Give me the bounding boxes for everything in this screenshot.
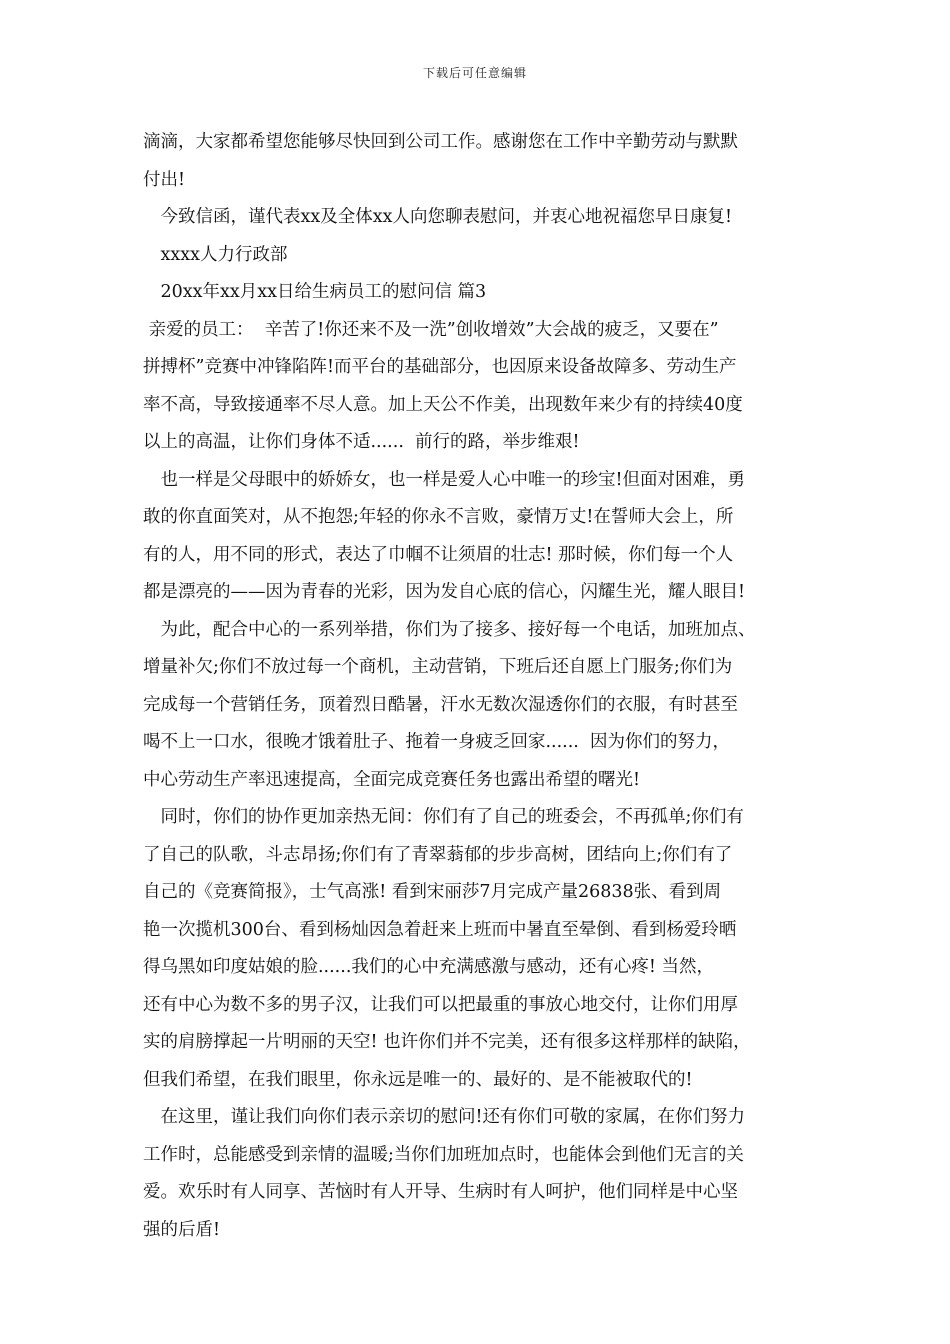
text-line: 亲爱的员工： 辛苦了!你还来不及一洗”创收增效”大会战的疲乏，又要在” [143,319,719,340]
text-line: 了自己的队歌，斗志昂扬;你们有了青翠蓊郁的步步高树，团结向上;你们有了 [143,844,733,865]
text-line: 爱。欢乐时有人同享、苦恼时有人开导、生病时有人呵护，他们同样是中心坚 [143,1182,738,1202]
text-line: 付出! [143,169,186,190]
text-line: 得乌黑如印度姑娘的脸......我们的心中充满感激与感动，还有心疼! 当然， [143,957,714,977]
text-line: 增量补欠;你们不放过每一个商机，主动营销，下班后还自愿上门服务;你们为 [143,657,733,677]
text-line: 艳一次揽机300台、看到杨灿因急着赶来上班而中暑直至晕倒、看到杨爱玲晒 [143,919,737,940]
text-line: 自己的《竞赛简报》，士气高涨! 看到宋丽莎7月完成产量26838张、看到周 [143,882,722,902]
text-line: 有的人，用不同的形式，表达了巾帼不让须眉的壮志! 那时候，你们每一个人 [143,544,734,565]
text-line: 实的肩膀撑起一片明丽的天空! 也许你们并不完美，还有很多这样那样的缺陷， [143,1032,751,1052]
text-line: 以上的高温，让你们身体不适...... 前行的路，举步维艰! [143,432,580,452]
text-line: 强的后盾! [143,1219,221,1240]
text-line: 中心劳动生产率迅速提高，全面完成竞赛任务也露出希望的曙光! [143,769,641,790]
text-line: 都是漂亮的——因为青春的光彩，因为发自心底的信心，闪耀生光，耀人眼目! [143,582,746,602]
document-body [143,124,823,1249]
text-line: 完成每一个营销任务，顶着烈日酷暑，汗水无数次湿透你们的衣服，有时甚至 [143,694,738,715]
text-line: 敢的你直面笑对，从不抱怨;年轻的你永不言败，豪情万丈!在誓师大会上，所 [143,507,734,527]
text-line: 同时，你们的协作更加亲热无间：你们有了自己的班委会，不再孤单;你们有 [143,807,744,827]
page-header-note: 下载后可任意编辑 [422,66,527,80]
text-line: 还有中心为数不多的男子汉，让我们可以把最重的事放心地交付，让你们用厚 [143,994,738,1015]
text-line: 拼搏杯”竞赛中冲锋陷阵!而平台的基础部分，也因原来设备故障多、劳动生产 [143,357,737,377]
text-line: 率不高，导致接通率不尽人意。加上天公不作美，出现数年来少有的持续40度 [143,394,743,415]
text-line: 20xx年xx月xx日给生病员工的慰问信 篇3 [143,282,487,302]
text-line: 工作时，总能感受到亲情的温暖;当你们加班加点时，也能体会到他们无言的关 [143,1144,744,1165]
text-line: 也一样是父母眼中的娇娇女，也一样是爱人心中唯一的珍宝!但面对困难，勇 [143,469,746,490]
text-line: 为此，配合中心的一系列举措，你们为了接多、接好每一个电话，加班加点、 [143,619,756,640]
text-line: 喝不上一口水，很晚才饿着肚子、拖着一身疲乏回家...... 因为你们的努力， [143,732,730,752]
text-line: 在这里，谨让我们向你们表示亲切的慰问!还有你们可敬的家属，在你们努力 [143,1107,746,1127]
text-line: xxxx人力行政部 [143,244,288,265]
text-line: 今致信函，谨代表xx及全体xx人向您聊表慰问，并衷心地祝福您早日康复! [143,207,733,227]
text-line: 但我们希望，在我们眼里，你永远是唯一的、最好的、是不能被取代的! [143,1069,693,1090]
text-line: 滴滴，大家都希望您能够尽快回到公司工作。感谢您在工作中辛勤劳动与默默 [143,132,738,152]
